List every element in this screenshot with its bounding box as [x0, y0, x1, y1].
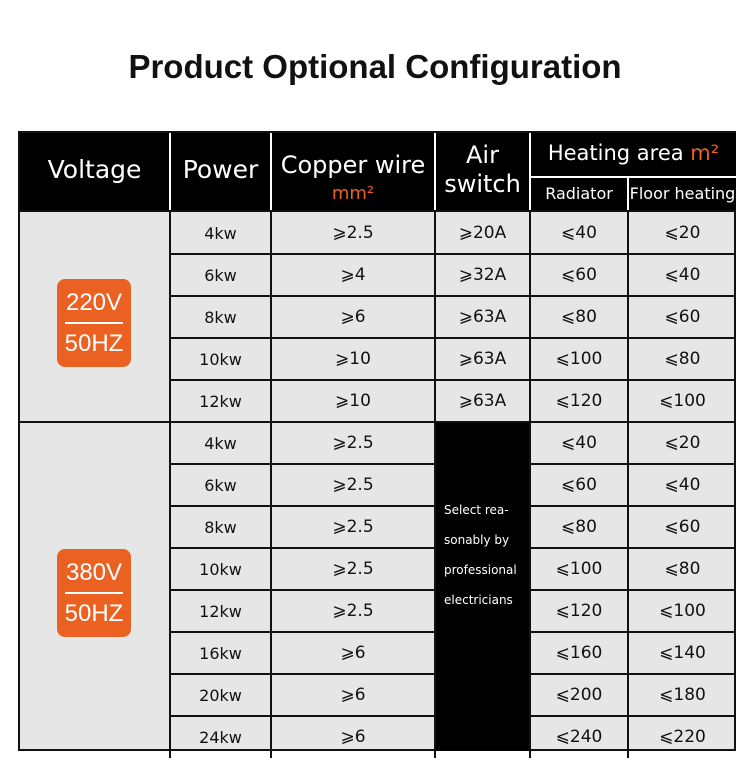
column-divider — [627, 422, 629, 758]
header-heating-area-text: Heating area — [547, 141, 684, 165]
power-cell: 12kw — [199, 391, 242, 411]
power-cell: 10kw — [199, 349, 242, 369]
floor-heating-area-cell: ⩽80 — [664, 349, 701, 369]
air-note-line: sonably by — [444, 533, 510, 547]
floor-heating-area-cell: ⩽20 — [664, 433, 701, 453]
header-divider — [169, 133, 171, 210]
column-divider — [169, 212, 171, 422]
voltage-value: 380V — [65, 559, 123, 586]
power-cell: 4kw — [204, 223, 237, 243]
header-radiator-label: Radiator — [545, 184, 613, 203]
copper-wire-cell: ⩾6 — [340, 727, 366, 747]
copper-wire-cell: ⩾2.5 — [332, 601, 374, 621]
radiator-area-cell: ⩽40 — [561, 223, 597, 243]
header-power — [171, 133, 270, 210]
radiator-area-cell: ⩽160 — [555, 643, 603, 663]
header-copper-wire — [272, 133, 434, 210]
header-divider — [20, 210, 736, 212]
floor-heating-area-cell: ⩽20 — [664, 223, 701, 243]
column-divider — [434, 212, 436, 422]
radiator-area-cell: ⩽120 — [555, 601, 603, 621]
radiator-area-cell: ⩽200 — [555, 685, 603, 705]
header-heating-unit: m² — [690, 141, 720, 165]
floor-heating-area-cell: ⩽40 — [664, 265, 701, 285]
power-cell: 24kw — [199, 727, 242, 747]
air-note-line: Select rea- — [444, 503, 509, 517]
radiator-area-cell: ⩽60 — [561, 265, 597, 285]
power-cell: 6kw — [204, 475, 237, 495]
column-divider — [270, 422, 272, 758]
floor-heating-area-cell: ⩽80 — [664, 559, 701, 579]
header-air-switch — [436, 133, 529, 210]
air-note-line: professional — [444, 563, 517, 577]
column-divider — [529, 422, 531, 758]
air-switch-cell: ⩾63A — [458, 307, 507, 327]
power-cell: 12kw — [199, 601, 242, 621]
radiator-area-cell: ⩽120 — [555, 391, 603, 411]
header-divider — [434, 133, 436, 210]
copper-wire-cell: ⩾10 — [335, 349, 371, 369]
floor-heating-area-cell: ⩽220 — [659, 727, 706, 747]
radiator-area-cell: ⩽40 — [561, 433, 597, 453]
column-divider — [627, 212, 629, 422]
floor-heating-area-cell: ⩽180 — [659, 685, 706, 705]
header-divider — [529, 133, 531, 210]
header-divider — [531, 176, 736, 178]
copper-wire-cell: ⩾10 — [335, 391, 371, 411]
header-divider — [270, 133, 272, 210]
header-copper-wire-label: Copper wire — [280, 151, 426, 179]
power-cell: 4kw — [204, 433, 237, 453]
radiator-area-cell: ⩽80 — [561, 517, 597, 537]
voltage-value: 220V — [65, 289, 123, 316]
copper-wire-cell: ⩾6 — [340, 685, 366, 705]
header-heating-area-label — [531, 141, 736, 165]
air-switch-cell: ⩾63A — [458, 349, 507, 369]
copper-wire-cell: ⩾2.5 — [332, 475, 374, 495]
air-note-line: electricians — [444, 593, 513, 607]
header-air-line1: Air — [466, 141, 499, 169]
power-cell: 10kw — [199, 559, 242, 579]
column-divider — [169, 422, 171, 758]
power-cell: 8kw — [204, 307, 237, 327]
header-floor-heating-label: Floor heating — [629, 184, 736, 203]
copper-wire-cell: ⩾2.5 — [332, 559, 374, 579]
copper-wire-cell: ⩾6 — [340, 307, 366, 327]
header-voltage — [20, 133, 169, 210]
header-divider — [627, 178, 629, 210]
power-cell: 16kw — [199, 643, 242, 663]
header-floor-heating — [629, 178, 736, 210]
configuration-table — [18, 131, 736, 751]
copper-wire-cell: ⩾4 — [340, 265, 366, 285]
floor-heating-area-cell: ⩽100 — [659, 391, 706, 411]
header-power-label: Power — [182, 155, 259, 184]
power-cell: 6kw — [204, 265, 237, 285]
column-divider — [529, 212, 531, 422]
copper-wire-cell: ⩾2.5 — [332, 433, 374, 453]
floor-heating-area-cell: ⩽100 — [659, 601, 706, 621]
page-title: Product Optional Configuration — [128, 48, 622, 85]
copper-wire-cell: ⩾6 — [340, 643, 366, 663]
header-heating-area — [531, 133, 736, 176]
column-divider — [434, 422, 436, 758]
air-switch-cell: ⩾32A — [458, 265, 507, 285]
frequency-value: 50HZ — [64, 330, 124, 357]
header-radiator — [531, 178, 627, 210]
radiator-area-cell: ⩽60 — [561, 475, 597, 495]
radiator-area-cell: ⩽100 — [555, 559, 603, 579]
header-voltage-label: Voltage — [47, 155, 142, 184]
header-copper-unit: mm² — [331, 183, 375, 204]
floor-heating-area-cell: ⩽140 — [659, 643, 706, 663]
power-cell: 8kw — [204, 517, 237, 537]
floor-heating-area-cell: ⩽40 — [664, 475, 701, 495]
frequency-value: 50HZ — [64, 600, 124, 627]
column-divider — [270, 212, 272, 422]
floor-heating-area-cell: ⩽60 — [664, 517, 701, 537]
radiator-area-cell: ⩽80 — [561, 307, 597, 327]
floor-heating-area-cell: ⩽60 — [664, 307, 701, 327]
copper-wire-cell: ⩾2.5 — [332, 517, 374, 537]
header-air-line2: switch — [444, 170, 521, 198]
radiator-area-cell: ⩽100 — [555, 349, 603, 369]
radiator-area-cell: ⩽240 — [555, 727, 603, 747]
copper-wire-cell: ⩾2.5 — [332, 223, 374, 243]
air-switch-cell: ⩾63A — [458, 391, 507, 411]
air-switch-cell: ⩾20A — [458, 223, 507, 243]
power-cell: 20kw — [199, 685, 242, 705]
